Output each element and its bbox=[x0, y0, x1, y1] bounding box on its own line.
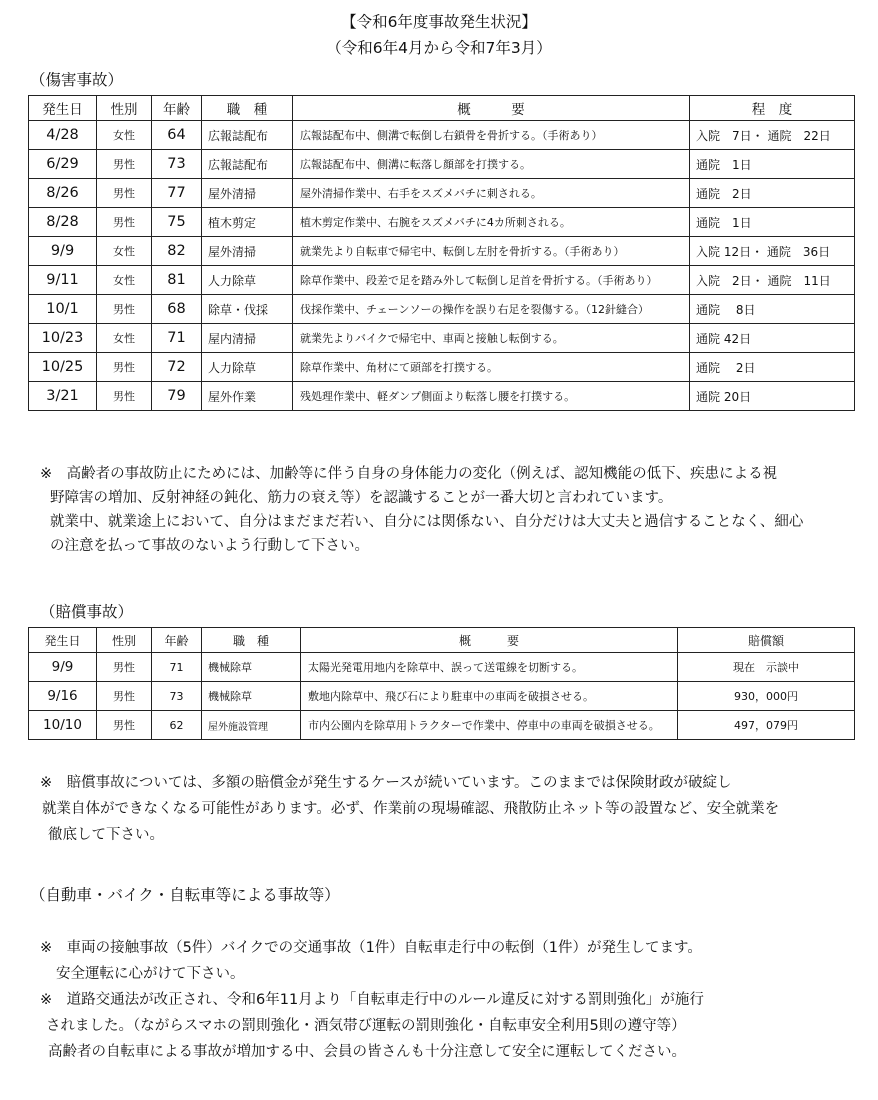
cell-sex: 女性 bbox=[97, 324, 152, 353]
table-row bbox=[29, 295, 855, 324]
cell-amount: 現在 示談中 bbox=[678, 653, 855, 682]
compensation-table-header bbox=[29, 628, 855, 653]
cell-age: 73 bbox=[152, 150, 202, 179]
cell-summary: 伐採作業中、チェーンソーの操作を誤り右足を裂傷する。（12針縫合） bbox=[293, 295, 690, 324]
cell-job: 除草・伐採 bbox=[202, 295, 293, 324]
traffic-section-label: （自動車・バイク・自転車等による事故等） bbox=[30, 886, 340, 904]
injury-section-label: （傷害事故） bbox=[30, 71, 124, 89]
cell-date: 10/10 bbox=[29, 711, 97, 740]
col-header-date: 発生日 bbox=[29, 96, 97, 121]
cell-degree: 通院 1日 bbox=[690, 150, 855, 179]
injury-table bbox=[28, 95, 855, 411]
cell-job: 広報誌配布 bbox=[202, 121, 293, 150]
cell-job: 屋外施設管理 bbox=[202, 711, 301, 740]
cell-sex: 女性 bbox=[97, 121, 152, 150]
cell-degree: 通院 2日 bbox=[690, 179, 855, 208]
cell-date: 3/21 bbox=[29, 382, 97, 411]
table-row bbox=[29, 682, 855, 711]
cell-summary: 市内公園内を除草用トラクターで作業中、停車中の車両を破損させる。 bbox=[301, 711, 678, 740]
table-row bbox=[29, 121, 855, 150]
table-row bbox=[29, 237, 855, 266]
col-header-date: 発生日 bbox=[29, 628, 97, 653]
cell-age: 82 bbox=[152, 237, 202, 266]
cell-date: 8/26 bbox=[29, 179, 97, 208]
note-line: ※ 道路交通法が改正され、令和6年11月より「自転車走行中のルール違反に対する罰則強化」が施行 bbox=[40, 992, 704, 1008]
cell-date: 4/28 bbox=[29, 121, 97, 150]
col-header-job: 職 種 bbox=[202, 96, 293, 121]
cell-job: 機械除草 bbox=[202, 682, 301, 711]
cell-age: 73 bbox=[152, 682, 202, 711]
cell-degree: 通院 42日 bbox=[690, 324, 855, 353]
col-header-age: 年齢 bbox=[152, 96, 202, 121]
compensation-note bbox=[40, 770, 779, 848]
cell-date: 9/11 bbox=[29, 266, 97, 295]
cell-summary: 就業先よりバイクで帰宅中、車両と接触し転倒する。 bbox=[293, 324, 690, 353]
cell-job: 屋外清掃 bbox=[202, 237, 293, 266]
table-row bbox=[29, 150, 855, 179]
cell-degree: 通院 1日 bbox=[690, 208, 855, 237]
cell-summary: 残処理作業中、軽ダンプ側面より転落し腰を打撲する。 bbox=[293, 382, 690, 411]
cell-summary: 就業先より自転車で帰宅中、転倒し左肘を骨折する。（手術あり） bbox=[293, 237, 690, 266]
cell-sex: 女性 bbox=[97, 237, 152, 266]
cell-degree: 入院 2日・ 通院 11日 bbox=[690, 266, 855, 295]
cell-age: 75 bbox=[152, 208, 202, 237]
cell-summary: 屋外清掃作業中、右手をスズメバチに刺される。 bbox=[293, 179, 690, 208]
page-title: 【令和6年度事故発生状況】 bbox=[341, 13, 537, 31]
col-header-summary: 概 要 bbox=[293, 96, 690, 121]
note-line: されました。（ながらスマホの罰則強化・酒気帯び運転の罰則強化・自転車安全利用5則の遵守等） bbox=[46, 1018, 686, 1034]
cell-date: 10/23 bbox=[29, 324, 97, 353]
cell-summary: 広報誌配布中、側溝に転落し顔部を打撲する。 bbox=[293, 150, 690, 179]
col-header-amount: 賠償額 bbox=[678, 628, 855, 653]
col-header-sex: 性別 bbox=[97, 628, 152, 653]
note-line: 野障害の増加、反射神経の鈍化、筋力の衰え等）を認識することが一番大切と言われています。 bbox=[50, 490, 673, 506]
cell-degree: 通院 2日 bbox=[690, 353, 855, 382]
table-row bbox=[29, 324, 855, 353]
traffic-note bbox=[40, 935, 704, 1065]
cell-age: 72 bbox=[152, 353, 202, 382]
cell-job: 人力除草 bbox=[202, 353, 293, 382]
compensation-table bbox=[28, 627, 855, 740]
cell-date: 9/9 bbox=[29, 653, 97, 682]
cell-age: 71 bbox=[152, 324, 202, 353]
cell-sex: 男性 bbox=[97, 653, 152, 682]
cell-sex: 男性 bbox=[97, 682, 152, 711]
table-row bbox=[29, 353, 855, 382]
col-header-degree: 程 度 bbox=[690, 96, 855, 121]
cell-sex: 男性 bbox=[97, 150, 152, 179]
cell-sex: 男性 bbox=[97, 711, 152, 740]
cell-summary: 敷地内除草中、飛び石により駐車中の車両を破損させる。 bbox=[301, 682, 678, 711]
cell-sex: 男性 bbox=[97, 382, 152, 411]
col-header-job: 職 種 bbox=[202, 628, 301, 653]
table-row bbox=[29, 208, 855, 237]
cell-job: 機械除草 bbox=[202, 653, 301, 682]
cell-age: 71 bbox=[152, 653, 202, 682]
cell-age: 81 bbox=[152, 266, 202, 295]
cell-date: 10/25 bbox=[29, 353, 97, 382]
cell-job: 人力除草 bbox=[202, 266, 293, 295]
cell-amount: 930，000円 bbox=[678, 682, 855, 711]
cell-degree: 通院 8日 bbox=[690, 295, 855, 324]
cell-summary: 太陽光発電用地内を除草中、誤って送電線を切断する。 bbox=[301, 653, 678, 682]
cell-job: 屋外清掃 bbox=[202, 179, 293, 208]
cell-sex: 男性 bbox=[97, 353, 152, 382]
cell-job: 屋内清掃 bbox=[202, 324, 293, 353]
cell-age: 79 bbox=[152, 382, 202, 411]
cell-date: 9/9 bbox=[29, 237, 97, 266]
note-line: 安全運転に心がけて下さい。 bbox=[56, 966, 245, 982]
table-row bbox=[29, 653, 855, 682]
cell-sex: 男性 bbox=[97, 208, 152, 237]
cell-date: 6/29 bbox=[29, 150, 97, 179]
cell-date: 10/1 bbox=[29, 295, 97, 324]
note-line: 就業自体ができなくなる可能性があります。必ず、作業前の現場確認、飛散防止ネット等の設置など、安全就業を bbox=[42, 801, 780, 817]
cell-summary: 植木剪定作業中、右腕をスズメバチに4カ所刺される。 bbox=[293, 208, 690, 237]
cell-degree: 入院 12日・ 通院 36日 bbox=[690, 237, 855, 266]
cell-amount: 497，079円 bbox=[678, 711, 855, 740]
cell-job: 屋外作業 bbox=[202, 382, 293, 411]
cell-job: 広報誌配布 bbox=[202, 150, 293, 179]
injury-prevention-note bbox=[40, 462, 803, 558]
cell-date: 9/16 bbox=[29, 682, 97, 711]
cell-age: 64 bbox=[152, 121, 202, 150]
cell-sex: 女性 bbox=[97, 266, 152, 295]
page-subtitle: （令和6年4月から令和7年3月） bbox=[326, 39, 552, 57]
col-header-sex: 性別 bbox=[97, 96, 152, 121]
note-line: 徹底して下さい。 bbox=[48, 827, 164, 843]
cell-age: 68 bbox=[152, 295, 202, 324]
note-line: ※ 高齢者の事故防止にためには、加齢等に伴う自身の身体能力の変化（例えば、認知機能の低下、疾患による視 bbox=[40, 466, 778, 482]
table-row bbox=[29, 382, 855, 411]
table-row bbox=[29, 266, 855, 295]
note-line: ※ 車両の接触事故（5件）バイクでの交通事故（1件）自転車走行中の転倒（1件）が発生してます。 bbox=[40, 940, 702, 956]
note-line: ※ 賠償事故については、多額の賠償金が発生するケースが続いています。このままでは保険財政が破綻し bbox=[40, 775, 732, 791]
cell-date: 8/28 bbox=[29, 208, 97, 237]
table-row bbox=[29, 711, 855, 740]
cell-age: 77 bbox=[152, 179, 202, 208]
compensation-section-label: （賠償事故） bbox=[40, 603, 134, 621]
cell-degree: 通院 20日 bbox=[690, 382, 855, 411]
cell-summary: 広報誌配布中、側溝で転倒し右鎖骨を骨折する。（手術あり） bbox=[293, 121, 690, 150]
cell-age: 62 bbox=[152, 711, 202, 740]
table-row bbox=[29, 179, 855, 208]
cell-job: 植木剪定 bbox=[202, 208, 293, 237]
cell-degree: 入院 7日・ 通院 22日 bbox=[690, 121, 855, 150]
note-line: 高齢者の自転車による事故が増加する中、会員の皆さんも十分注意して安全に運転してください。 bbox=[48, 1044, 686, 1060]
col-header-summary: 概 要 bbox=[301, 628, 678, 653]
note-line: の注意を払って事故のないよう行動して下さい。 bbox=[50, 538, 369, 554]
note-line: 就業中、就業途上において、自分はまだまだ若い、自分には関係ない、自分だけは大丈夫と過信することなく、細心 bbox=[50, 514, 804, 530]
injury-table-header bbox=[29, 96, 855, 121]
col-header-age: 年齢 bbox=[152, 628, 202, 653]
cell-sex: 男性 bbox=[97, 295, 152, 324]
cell-sex: 男性 bbox=[97, 179, 152, 208]
cell-summary: 除草作業中、角材にて頭部を打撲する。 bbox=[293, 353, 690, 382]
cell-summary: 除草作業中、段差で足を踏み外して転倒し足首を骨折する。（手術あり） bbox=[293, 266, 690, 295]
